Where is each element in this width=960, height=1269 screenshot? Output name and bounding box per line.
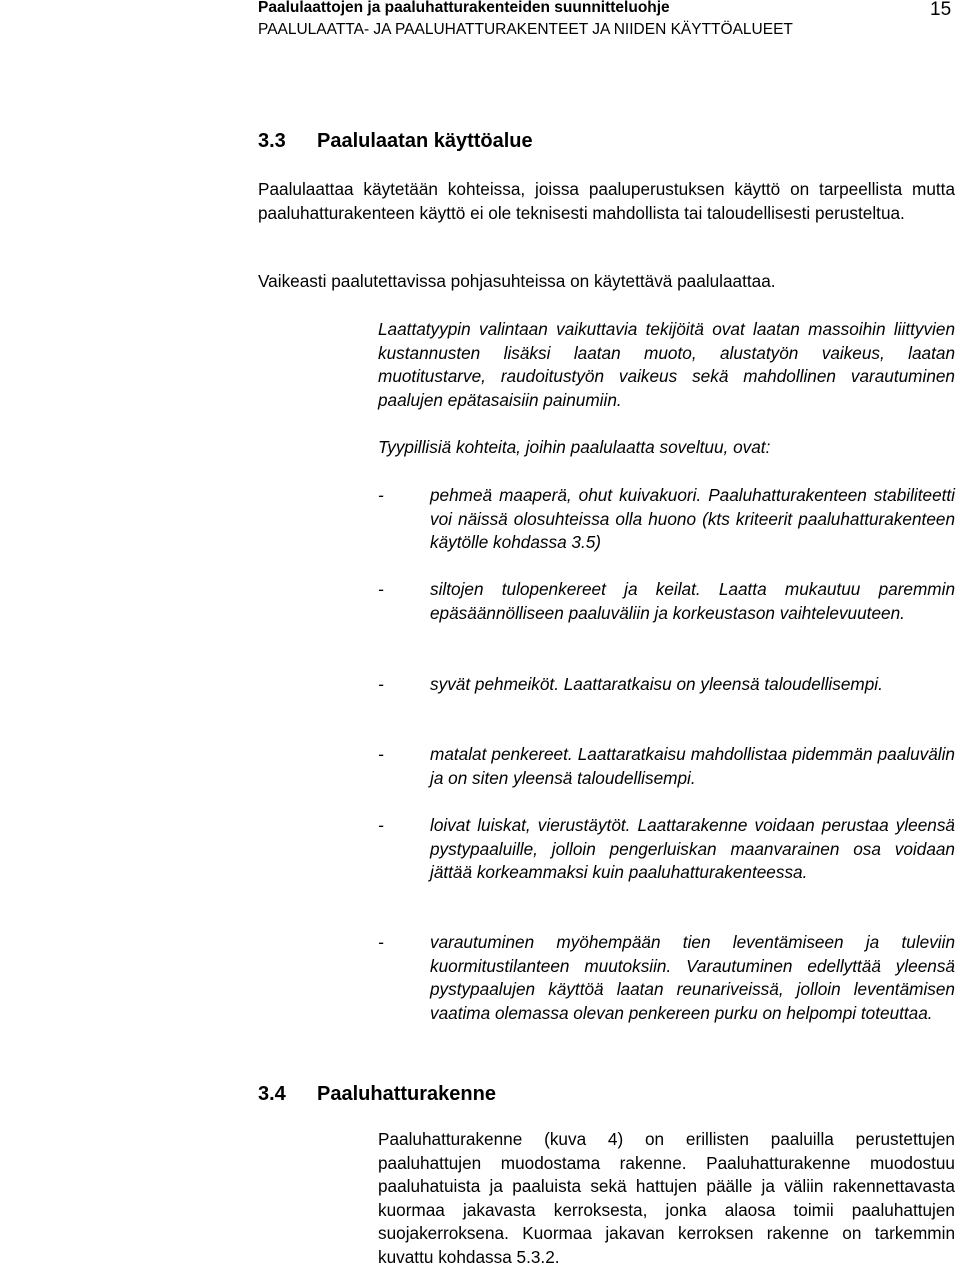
list-item-dash: - [378,485,384,505]
page-number: 15 [930,0,952,20]
list-item-text: pehmeä maaperä, ohut kuivakuori. Paaluhatturakenteen stabiliteetti voi näissä olosuhteissa olla huono (kts kriteerit paaluhatturakenteen käytölle kohdassa 3.5) [430,485,955,552]
list-item-dash: - [378,744,384,764]
section-3-4-title: Paaluhatturakenne [317,1083,496,1105]
section-3-3-list-intro: Tyypillisiä kohteita, joihin paalulaatta soveltuu, ovat: [378,437,771,457]
section-3-4-para1: Paaluhatturakenne (kuva 4) on erillisten paaluilla perustettujen paaluhattujen muodostama rakenne. Paaluhatturakenne muodostuu paaluhatuista ja paaluista sekä hattujen päälle ja väliin rakennettavasta kuormaa jakavasta kerroksesta, jonka alaosa toimii paaluhattujen suojakerroksena. Kuormaa jakavan kerroksen rakenne on tarkemmin kuvattu kohdassa 5.3.2. [378,1129,955,1267]
section-3-3-title: Paalulaatan käyttöalue [317,130,533,152]
list-item-text: syvät pehmeiköt. Laattaratkaisu on yleensä taloudellisempi. [430,674,883,694]
list-item-text: siltojen tulopenkereet ja keilat. Laatta mukautuu paremmin epäsäännölliseen paaluväliin ja korkeustason vaihtelevuuteen. [430,579,955,623]
section-3-3-para1: Paalulaattaa käytetään kohteissa, joissa paaluperustuksen käyttö on tarpeellista mutta paaluhatturakenteen käyttö ei ole teknisesti mahdollista tai taloudellisesti perusteltua. [258,179,955,223]
section-3-3-note: Laattatyypin valintaan vaikuttavia tekijöitä ovat laatan massoihin liittyvien kustannusten lisäksi laatan muoto, alustatyön vaikeus, laatan muotitustarve, raudoitustyön vaikeus sekä mahdollinen varautuminen paalujen epätasaisiin painumiin. [378,319,955,410]
running-header-subtitle: PAALULAATTA- JA PAALUHATTURAKENTEET JA NIIDEN KÄYTTÖALUEET [258,21,793,38]
list-item-dash: - [378,579,384,599]
list-item-dash: - [378,674,384,694]
section-3-3-number: 3.3 [258,130,286,152]
list-item-dash: - [378,932,384,952]
section-3-4-number: 3.4 [258,1083,286,1105]
running-header-title: Paalulaattojen ja paaluhatturakenteiden suunnitteluohje [258,0,670,16]
list-item-text: varautuminen myöhempään tien leventämiseen ja tuleviin kuormitustilanteen muutoksiin. Varautuminen edellyttää yleensä pystypaalujen käyttöä laatan reunariveissä, jolloin leventämisen vaatima olemassa olevan penkereen purku on helpompi toteuttaa. [430,932,955,1023]
section-3-3-para2: Vaikeasti paalutettavissa pohjasuhteissa on käytettävä paalulaattaa. [258,271,776,291]
list-item-text: matalat penkereet. Laattaratkaisu mahdollistaa pidemmän paaluvälin ja on siten yleensä taloudellisempi. [430,744,955,788]
list-item-dash: - [378,815,384,835]
list-item-text: loivat luiskat, vierustäytöt. Laattarakenne voidaan perustaa yleensä pystypaaluille, jolloin pengerluiskan maanvarainen osa voidaan jättää korkeammaksi kuin paaluhatturakenteessa. [430,815,955,882]
